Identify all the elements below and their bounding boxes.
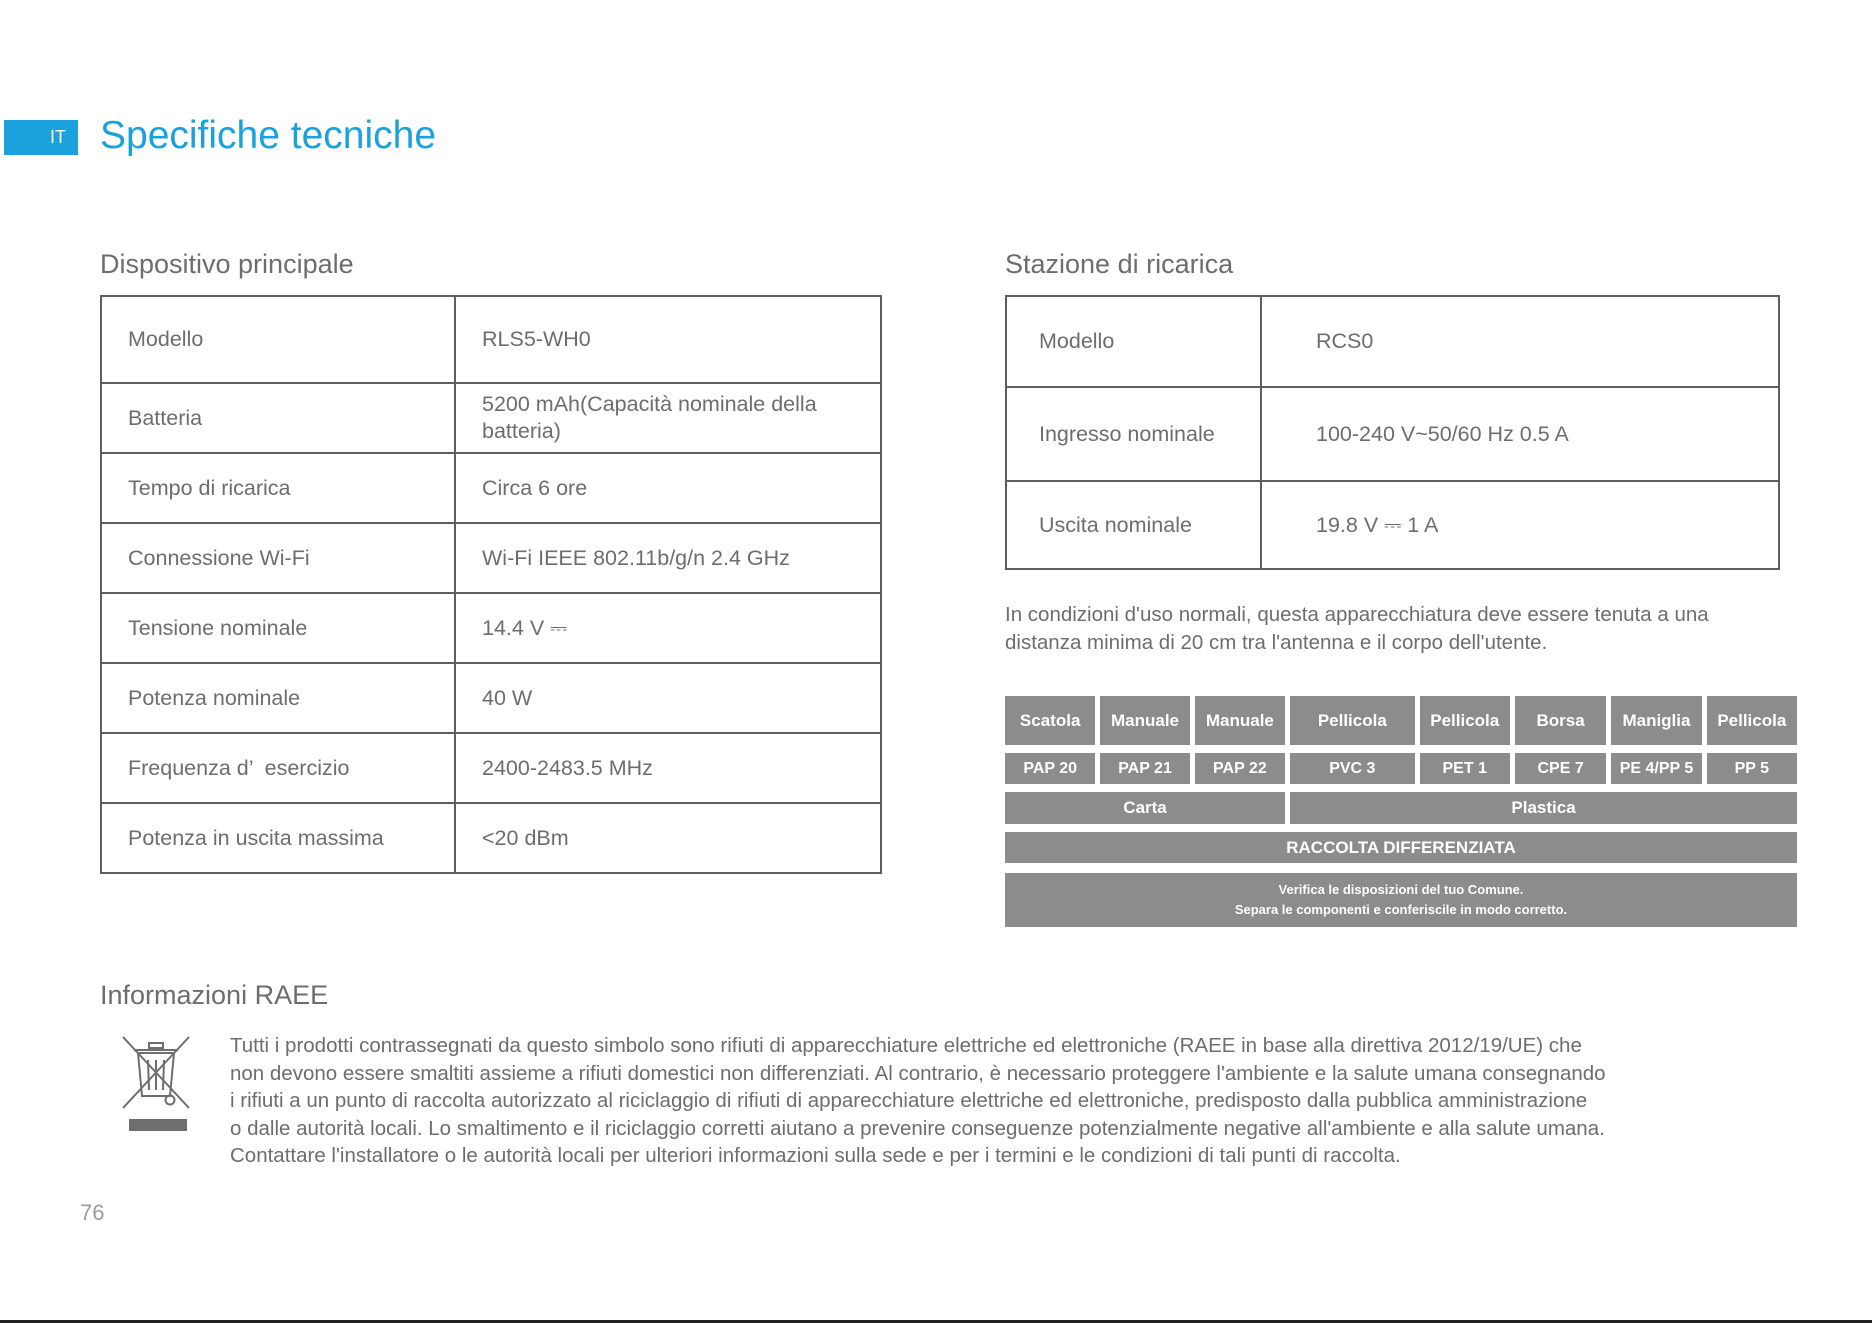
- material-label: Borsa: [1515, 696, 1606, 745]
- material-code: CPE 7: [1515, 753, 1606, 784]
- charging-station-heading: Stazione di ricarica: [1005, 249, 1234, 279]
- main-device-heading: Dispositivo principale: [100, 249, 354, 279]
- packaging-recycling-table: [1005, 696, 1797, 927]
- spec-value: 2400-2483.5 MHz: [455, 733, 881, 803]
- spec-value: RLS5-WH0: [455, 296, 881, 383]
- charging-station-spec-table: [1005, 295, 1780, 570]
- spec-label: Batteria: [101, 383, 455, 453]
- spec-row: [101, 733, 881, 803]
- spec-row: [101, 453, 881, 523]
- material-code: PE 4/PP 5: [1611, 753, 1701, 784]
- spec-label: Uscita nominale: [1006, 481, 1261, 569]
- page-number: 76: [80, 1200, 105, 1225]
- text-line: Tutti i prodotti contrassegnati da questo simbolo sono rifiuti di apparecchiature elettriche ed elettroniche (RAEE in base alla direttiva 2012/19/UE) che: [230, 1034, 1582, 1057]
- text-line: o dalle autorità locali. Lo smaltimento e il riciclaggio corretti aiutano a prevenire conseguenze potenzialmente negative all'ambiente e alla salute umana.: [230, 1116, 1605, 1140]
- spec-row: [101, 803, 881, 873]
- spec-value: 100-240 V~50/60 Hz 0.5 A: [1261, 387, 1779, 481]
- material-code: PP 5: [1707, 753, 1797, 784]
- spec-value: 5200 mAh(Capacità nominale della batteria): [455, 383, 881, 453]
- text-line: i rifiuti a un punto di raccolta autorizzato al riciclaggio di rifiuti di apparecchiature elettriche ed elettroniche, predisposto dalla pubblica amministrazione: [230, 1089, 1588, 1113]
- material-label: Manuale: [1100, 696, 1189, 745]
- spec-label: Frequenza d’ esercizio: [101, 733, 455, 803]
- material-label: Pellicola: [1707, 696, 1797, 745]
- footer-line: Verifica le disposizioni del tuo Comune.: [1278, 882, 1524, 897]
- spec-row: [101, 593, 881, 663]
- spec-value: 19.8 V ⎓ 1 A: [1261, 481, 1779, 569]
- spec-label: Tempo di ricarica: [101, 453, 455, 523]
- material-code: PET 1: [1420, 753, 1510, 784]
- spec-value: RCS0: [1261, 296, 1779, 387]
- spec-row: [101, 296, 881, 383]
- spec-label: Modello: [1006, 296, 1261, 387]
- recycling-footer: [1005, 873, 1797, 927]
- material-label: Scatola: [1005, 696, 1095, 745]
- page-bottom-rule: [0, 1320, 1872, 1323]
- crossed-out-wheelie-bin-icon: [120, 1034, 192, 1134]
- text-line: Contattare l'installatore o le autorità locali per ulteriori informazioni sulla sede e per i termini e le condizioni di tali punti di raccolta.: [230, 1144, 1401, 1168]
- spec-value: Circa 6 ore: [455, 453, 881, 523]
- spec-row: [101, 383, 881, 453]
- material-code: PVC 3: [1290, 753, 1415, 784]
- material-code: PAP 22: [1195, 753, 1285, 784]
- page-title: Specifiche tecniche: [100, 114, 437, 157]
- material-code: PAP 20: [1005, 753, 1095, 784]
- spec-row: [101, 663, 881, 733]
- text-line: non devono essere smaltiti assieme a rifiuti domestici non differenziati. Al contrario, è necessario proteggere l'ambiente e la salute umana consegnando: [230, 1061, 1606, 1085]
- weee-information-text: [230, 1032, 1606, 1170]
- spec-value: 14.4 V ⎓: [455, 593, 881, 663]
- group-plastic: Plastica: [1290, 792, 1797, 824]
- main-device-spec-table: [100, 295, 882, 874]
- spec-label: Ingresso nominale: [1006, 387, 1261, 481]
- spec-value: 40 W: [455, 663, 881, 733]
- separate-collection-banner: RACCOLTA DIFFERENZIATA: [1005, 832, 1797, 863]
- footer-line: Separa le componenti e conferiscile in modo corretto.: [1234, 902, 1568, 917]
- spec-label: Modello: [101, 296, 455, 383]
- material-label: Maniglia: [1611, 696, 1701, 745]
- weee-heading: Informazioni RAEE: [100, 980, 329, 1010]
- spec-value: Wi-Fi IEEE 802.11b/g/n 2.4 GHz: [455, 523, 881, 593]
- spec-label: Tensione nominale: [101, 593, 455, 663]
- rf-exposure-note: [1005, 601, 1709, 656]
- spec-label: Potenza in uscita massima: [101, 803, 455, 873]
- spec-row: [1006, 296, 1779, 387]
- spec-label: Potenza nominale: [101, 663, 455, 733]
- spec-label: Connessione Wi-Fi: [101, 523, 455, 593]
- language-badge: IT: [4, 120, 78, 155]
- spec-value: <20 dBm: [455, 803, 881, 873]
- note-line: In condizioni d'uso normali, questa apparecchiatura deve essere tenuta a una: [1005, 603, 1709, 626]
- spec-row: [1006, 481, 1779, 569]
- group-paper: Carta: [1005, 792, 1285, 824]
- material-code: PAP 21: [1100, 753, 1189, 784]
- note-line: distanza minima di 20 cm tra l'antenna e il corpo dell'utente.: [1005, 630, 1548, 654]
- material-label: Pellicola: [1290, 696, 1415, 745]
- spec-row: [1006, 387, 1779, 481]
- spec-row: [101, 523, 881, 593]
- material-label: Pellicola: [1420, 696, 1510, 745]
- material-label: Manuale: [1195, 696, 1285, 745]
